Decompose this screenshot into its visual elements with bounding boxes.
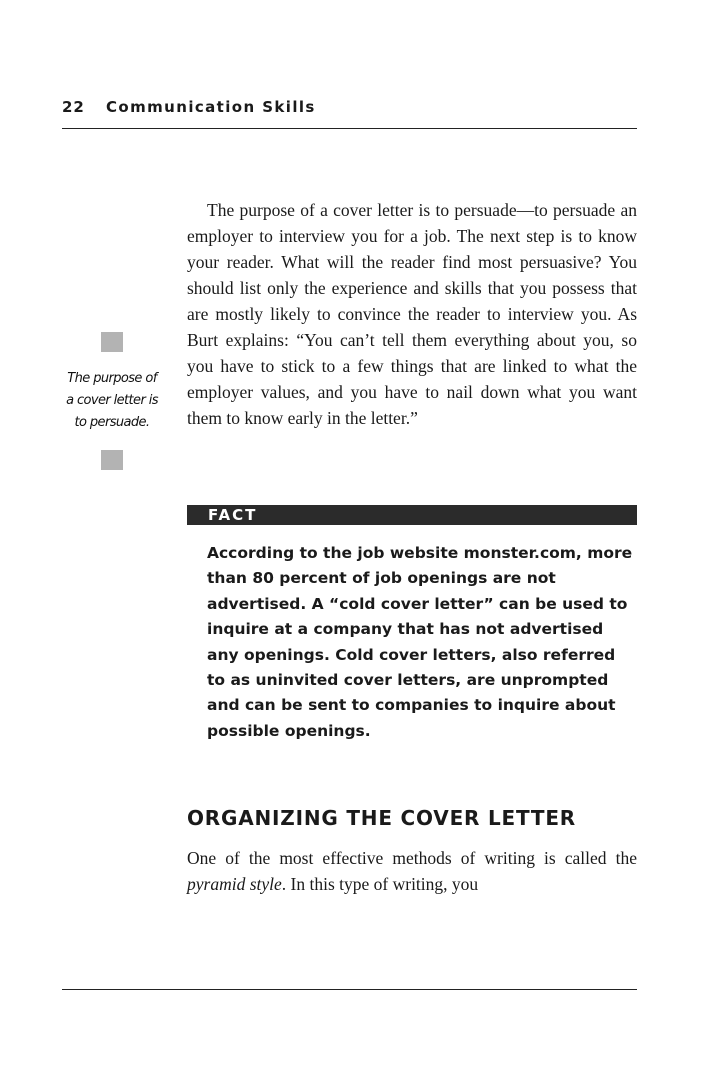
- paragraph-text-end: . In this type of writing, you: [281, 874, 479, 894]
- footer-rule: [62, 989, 637, 990]
- section-heading: ORGANIZING THE COVER LETTER: [187, 806, 577, 830]
- fact-label-bar: [187, 505, 637, 525]
- body-paragraph-1: The purpose of a cover letter is to persuade—to persuade an employer to interview you for a job. The next step is to know your reader. What will the reader find most persuasive? You should list only the experience and skills that you possess that are mostly likely to convince the reader to interview you. As Burt explains: “You can’t tell them everything about you, so you have to stick to a few things that are linked to what the employer values, and you have to nail down what you want them to know early in the letter.”: [187, 200, 637, 428]
- pull-quote-text: The purpose of a cover letter is to persuade.: [66, 371, 158, 430]
- page-number: 22: [62, 98, 85, 116]
- paragraph-italic-term: pyramid style: [187, 874, 282, 894]
- running-header: [62, 98, 637, 129]
- running-title: Communication Skills: [106, 98, 316, 116]
- body-paragraph-2: [187, 845, 637, 897]
- fact-text: According to the job website monster.com, more than 80 percent of job openings are not advertised. A “cold cover letter” can be used to inquire at a company that has not advertised any openings. Cold cover letters, also referred to as uninvited cover letters, are unprompted and can be sent to companies to inquire about possible openings.: [207, 544, 633, 740]
- square-ornament-icon: [101, 332, 123, 352]
- paragraph-text-start: One of the most effective methods of writing is called the: [187, 848, 637, 868]
- fact-label: FACT: [208, 506, 258, 524]
- sidebar-pull-quote: [62, 332, 162, 470]
- square-ornament-icon: [101, 450, 123, 470]
